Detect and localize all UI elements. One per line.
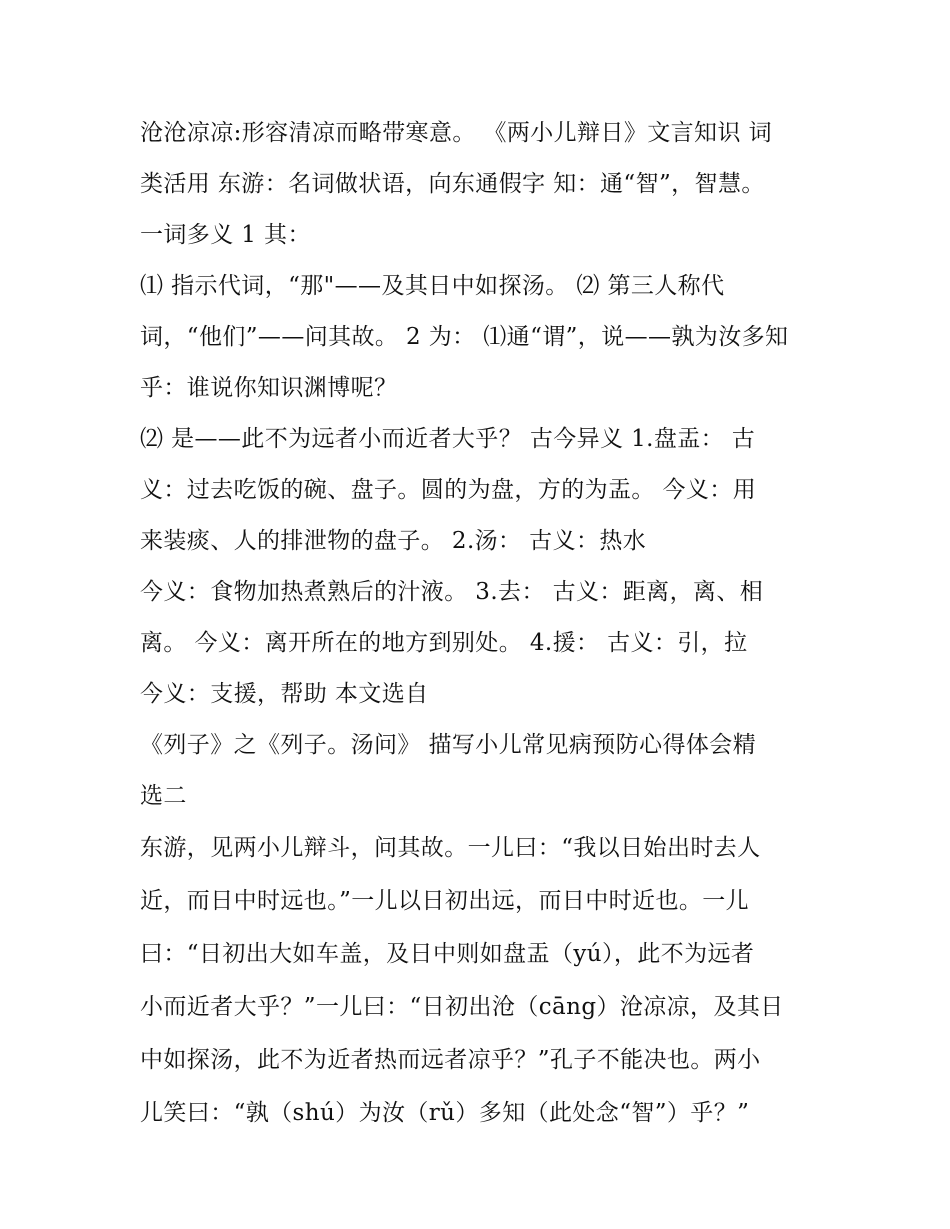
text-line-18: 小而近者大乎？”一儿曰：“日初出沧（cāng）沧凉凉，及其日 — [140, 994, 784, 1020]
text-line-13: 《列子》之《列子。汤问》 描写小儿常见病预防心得体会精 — [140, 732, 757, 758]
body-text — [140, 108, 820, 1140]
text-line-9: 来装痰、人的排泄物的盘子。 2.汤： 古义：热水 — [140, 528, 647, 554]
text-line-17: 曰：“日初出大如车盖，及日中则如盘盂（yú），此不为远者 — [140, 941, 755, 967]
text-line-7: ⑵ 是——此不为远者小而近者大乎？ 古今异义 1.盘盂： 古 — [140, 426, 756, 452]
text-line-16: 近，而日中时远也。”一儿以日初出远，而日中时近也。一儿 — [140, 888, 750, 914]
text-line-20: 儿笑曰：“孰（shú）为汝（rǔ）多知（此处念“智”）乎？” — [140, 1100, 750, 1126]
text-line-6: 乎：谁说你知识渊博呢？ — [140, 375, 398, 401]
text-line-11: 离。 今义：离开所在的地方到别处。 4.援： 古义：引，拉 — [140, 630, 748, 656]
text-line-12: 今义：支援，帮助 本文选自 — [140, 681, 429, 707]
text-line-4: ⑴ 指示代词，“那"——及其日中如探汤。 ⑵ 第三人称代 — [140, 273, 725, 299]
text-line-19: 中如探汤，此不为近者热而远者凉乎？”孔子不能决也。两小 — [140, 1047, 761, 1073]
text-line-5: 词，“他们”——问其故。 2 为： ⑴通“谓”，说——孰为汝多知 — [140, 324, 789, 350]
text-line-14: 选二 — [140, 783, 187, 809]
text-line-15: 东游，见两小儿辩斗，问其故。一儿曰：“我以日始出时去人 — [140, 835, 761, 861]
text-line-1: 沧沧凉凉:形容清凉而略带寒意。 《两小儿辩日》文言知识 词 — [140, 120, 772, 146]
text-line-10: 今义：食物加热煮熟后的汁液。 3.去： 古义：距离，离、相 — [140, 579, 764, 605]
text-line-3: 一词多义 1 其： — [140, 222, 311, 248]
text-line-8: 义：过去吃饭的碗、盘子。圆的为盘，方的为盂。 今义：用 — [140, 477, 757, 503]
text-line-2: 类活用 东游：名词做状语，向东通假字 知：通“智”，智慧。 — [140, 171, 765, 197]
